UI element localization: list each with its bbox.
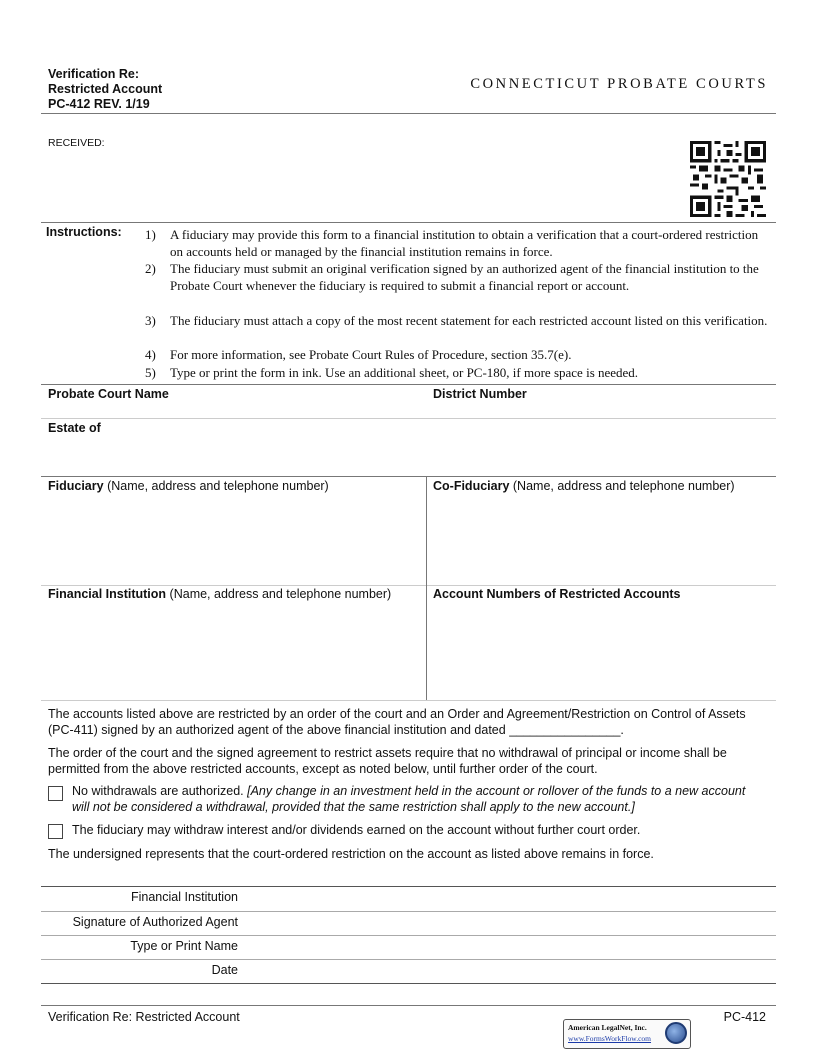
court-row-divider xyxy=(41,418,776,419)
signature-top-divider xyxy=(41,886,776,887)
instruction-number: 5) xyxy=(145,365,156,380)
account-numbers-field[interactable] xyxy=(433,587,681,601)
badge-company-name: American LegalNet, Inc. xyxy=(568,1023,647,1032)
no-withdrawals-label: No withdrawals are authorized. xyxy=(72,784,244,798)
sig-line-1 xyxy=(41,911,776,912)
qr-code-icon xyxy=(690,141,766,217)
fiduciary-field[interactable] xyxy=(48,479,329,493)
estate-divider xyxy=(41,476,776,477)
financial-institution-hint: (Name, address and telephone number) xyxy=(169,587,392,601)
instruction-item: The fiduciary must attach a copy of the most recent statement for each restricted account listed on this verification. xyxy=(170,313,768,328)
sig-date-label: Date xyxy=(211,963,238,977)
sig-line-2 xyxy=(41,935,776,936)
probate-court-name-field[interactable] xyxy=(48,387,169,401)
fiduciary-divider xyxy=(41,585,776,586)
financial-institution-field[interactable] xyxy=(48,587,391,601)
restriction-paragraph: The accounts listed above are restricted by an order of the court and an Order and Agreement/Restriction on Control of Assets (PC-411) signed by an authorized agent of the above financial institution and dated ________________. xyxy=(48,707,746,737)
no-withdrawals-option xyxy=(72,784,762,815)
no-withdrawals-note: [Any change in an investment held in the account or rollover of the funds to a new account will not be considered a withdrawal, provided that the same restriction shall apply to the new account.] xyxy=(72,784,746,814)
sig-line-4 xyxy=(41,983,776,984)
received-label: RECEIVED: xyxy=(48,137,105,149)
withdrawal-paragraph: The order of the court and the signed agreement to restrict assets require that no withdrawal of principal or income shall be permitted from the above restricted accounts, except as noted below, until further order of the court. xyxy=(48,746,727,776)
instruction-number: 3) xyxy=(145,313,156,328)
district-number-field[interactable] xyxy=(433,387,527,401)
court-name: CONNECTICUT PROBATE COURTS xyxy=(470,76,768,92)
instruction-number: 4) xyxy=(145,347,156,362)
district-number-label: District Number xyxy=(433,387,527,401)
sig-authorized-agent-label: Signature of Authorized Agent xyxy=(72,915,238,929)
sig-type-print-label: Type or Print Name xyxy=(130,939,238,953)
form-title-line1: Verification Re: xyxy=(48,67,139,81)
withdraw-interest-label: The fiduciary may withdraw interest and/or dividends earned on the account without further court order. xyxy=(72,823,641,837)
co-fiduciary-label: Co-Fiduciary xyxy=(433,479,510,493)
no-withdrawals-checkbox[interactable] xyxy=(48,786,63,801)
sig-financial-institution-label: Financial Institution xyxy=(130,890,238,904)
form-title-line2: Restricted Account xyxy=(48,82,163,96)
co-fiduciary-field[interactable] xyxy=(433,479,735,493)
footer-form-number: PC-412 xyxy=(723,1010,766,1024)
instruction-number: 2) xyxy=(145,261,156,276)
form-title xyxy=(48,67,162,112)
institution-divider xyxy=(41,700,776,701)
globe-logo-icon xyxy=(665,1022,687,1044)
instruction-item: Type or print the form in ink. Use an additional sheet, or PC-180, if more space is needed. xyxy=(170,365,639,380)
financial-institution-label: Financial Institution xyxy=(48,587,167,601)
account-numbers-label: Account Numbers of Restricted Accounts xyxy=(433,587,681,601)
estate-of-field[interactable] xyxy=(48,421,101,435)
footer-divider xyxy=(41,1005,776,1006)
probate-court-name-label: Probate Court Name xyxy=(48,387,169,401)
fiduciary-label: Fiduciary xyxy=(48,479,104,493)
instruction-item: The fiduciary must submit an original verification signed by an authorized agent of the financial institution to the Probate Court whenever the fiduciary is required to submit a financial report or account. xyxy=(170,261,759,293)
header-divider xyxy=(41,113,776,114)
instructions-label: Instructions: xyxy=(46,225,122,239)
fiduciary-hint: (Name, address and telephone number) xyxy=(107,479,329,493)
column-divider xyxy=(426,476,427,700)
estate-of-label: Estate of xyxy=(48,421,101,435)
instruction-item: For more information, see Probate Court Rules of Procedure, section 35.7(e). xyxy=(170,347,572,362)
badge-url-link[interactable]: www.FormsWorkFlow.com xyxy=(568,1034,652,1043)
form-number: PC-412 REV. 1/19 xyxy=(48,97,150,111)
instruction-number: 1) xyxy=(145,227,156,242)
american-legalnet-badge[interactable] xyxy=(563,1019,691,1049)
withdraw-interest-checkbox[interactable] xyxy=(48,824,63,839)
instructions-divider xyxy=(41,384,776,385)
instruction-item: A fiduciary may provide this form to a financial institution to obtain a verification that a court-ordered restriction on accounts held or managed by the financial institution remains in force. xyxy=(170,227,759,259)
co-fiduciary-hint: (Name, address and telephone number) xyxy=(512,479,735,493)
attestation-paragraph: The undersigned represents that the court-ordered restriction on the account as listed above remains in force. xyxy=(48,847,654,861)
footer-form-title: Verification Re: Restricted Account xyxy=(48,1010,240,1024)
received-divider xyxy=(41,222,776,223)
sig-line-3 xyxy=(41,959,776,960)
